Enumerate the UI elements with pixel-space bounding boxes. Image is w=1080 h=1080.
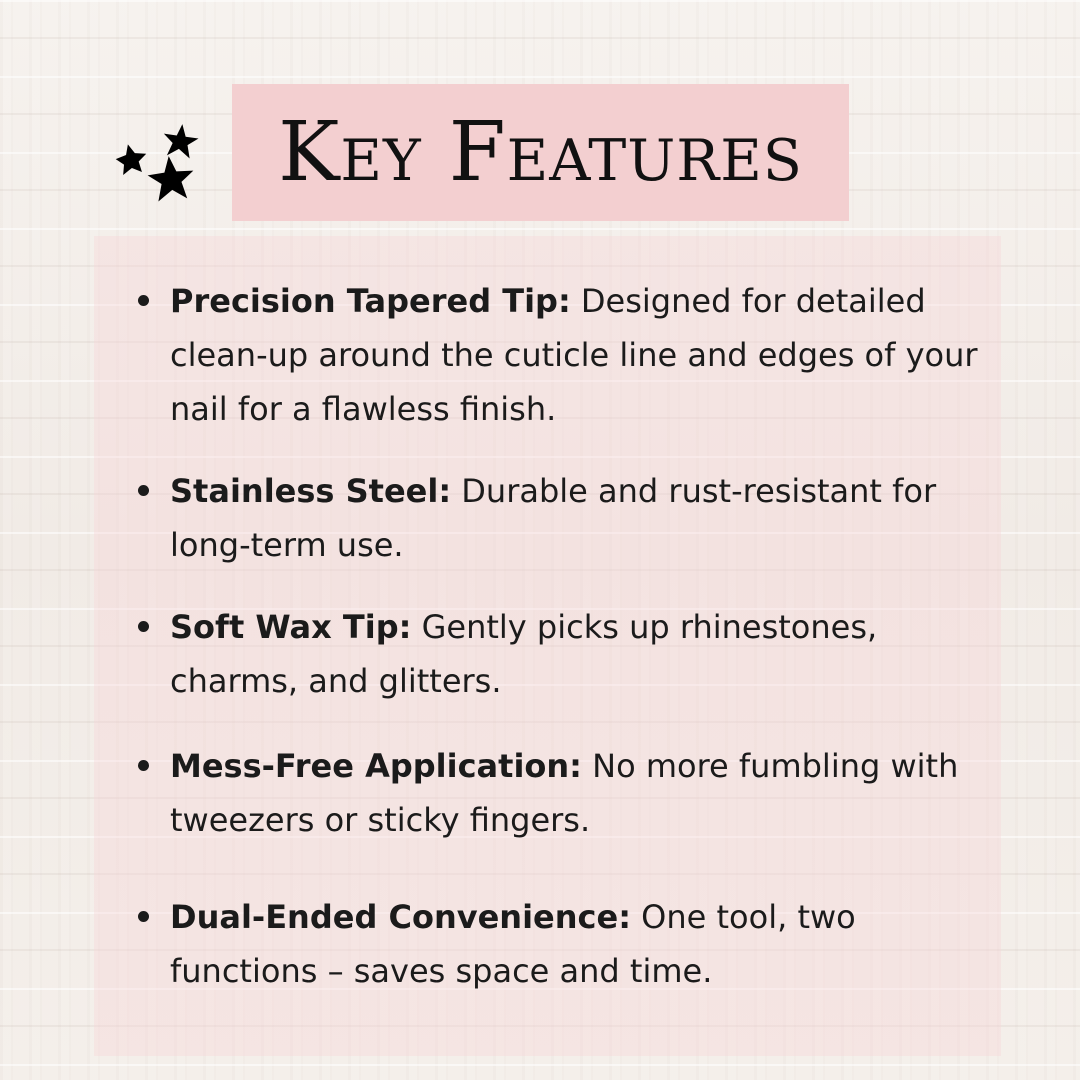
bullet-icon [138,295,149,306]
feature-text: No more fumbling with tweezers or sticky fingers. [170,747,959,839]
bullet-icon [138,485,149,496]
title-banner [232,84,849,221]
list-item [138,890,998,998]
list-item [138,739,998,847]
feature-label: Soft Wax Tip: [170,608,412,646]
feature-label: Dual-Ended Convenience: [170,898,631,936]
bullet-icon [138,911,149,922]
feature-label: Stainless Steel: [170,472,452,510]
feature-text: One tool, two functions – saves space and time. [170,898,856,990]
bullet-icon [138,760,149,771]
features-list [94,236,1001,1056]
features-panel [94,236,1001,1056]
feature-text: Gently picks up rhinestones, charms, and glitters. [170,608,878,700]
feature-label: Mess-Free Application: [170,747,582,785]
feature-text: Designed for detailed clean-up around the cuticle line and edges of your nail for a flawless finish. [170,282,978,428]
list-item [138,464,998,572]
feature-text: Durable and rust-resistant for long-term use. [170,472,937,564]
feature-label: Precision Tapered Tip: [170,282,571,320]
three-stars-icon [110,116,214,216]
list-item [138,274,998,436]
page-title: Key Features [278,104,803,200]
bullet-icon [138,621,149,632]
list-item [138,600,998,708]
